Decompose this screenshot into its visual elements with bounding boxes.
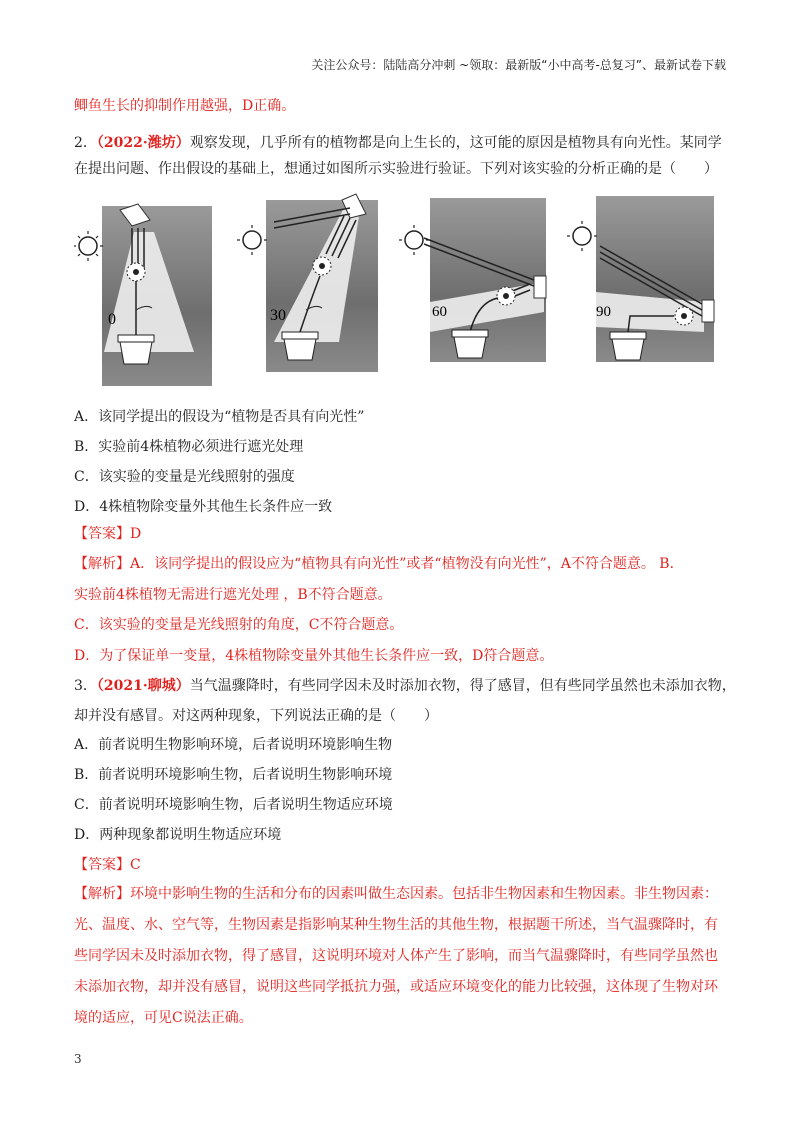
q2-stem-line-1: 2．（2022·潍坊）观察发现，几乎所有的植物都是向上生长的，这可能的原因是植物具有向光性。某同学 xyxy=(74,135,722,151)
q3-stem-line-2: 却并没有感冒。对这两种现象，下列说法正确的是（ ） xyxy=(74,708,438,724)
angle-label-90: 90 xyxy=(596,304,611,320)
q2-number: 2． xyxy=(74,135,97,151)
q2-option-a: A．该同学提出的假设为“植物是否具有向光性” xyxy=(74,409,365,425)
q2-analysis-line-2: 实验前4株植物无需进行遮光处理 ，B不符合题意。 xyxy=(74,587,392,603)
page-header: 关注公众号：陆陆高分冲刺 ~领取：最新版“小中高考-总复习”、最新试卷下载 xyxy=(311,58,726,72)
q3-answer xyxy=(74,855,141,875)
sun-icon xyxy=(567,221,597,251)
q3-answer-value: C xyxy=(130,857,141,873)
q2-analysis-label: 【解析】 xyxy=(74,556,130,572)
angle-label-30: 30 xyxy=(270,307,286,324)
q3-option-a: A．前者说明生物影响环境，后者说明环境影响生物 xyxy=(74,737,393,753)
q3-analysis-line-5: 境的适应，可见C说法正确。 xyxy=(74,1010,253,1026)
q3-stem-text-1: 当气温骤降时，有些同学因未及时添加衣物，得了感冒，但有些同学虽然也未添加衣物， xyxy=(189,678,736,694)
angle-label-60: 60 xyxy=(432,304,447,320)
q3-answer-label: 【答案】 xyxy=(74,857,130,873)
phototropism-figure xyxy=(74,192,724,392)
panel-0-degree xyxy=(74,204,212,386)
panel-60-degree xyxy=(399,198,546,362)
q2-option-d: D．4株植物除变量外其他生长条件应一致 xyxy=(74,499,333,515)
panel-90-degree xyxy=(567,196,714,362)
q3-option-c: C．前者说明环境影响生物，后者说明生物适应环境 xyxy=(74,797,393,813)
q3-analysis-label: 【解析】 xyxy=(74,886,130,902)
q2-analysis-line-1: 【解析】A．该同学提出的假设应为“植物具有向光性”或者“植物没有向光性”，A不符合题意。 B． xyxy=(74,556,684,572)
q2-answer-label: 【答案】 xyxy=(74,526,130,542)
q2-stem-line-2: 在提出问题、作出假设的基础上，想通过如图所示实验进行验证。下列对该实验的分析正确的是（ ） xyxy=(74,161,718,177)
q2-answer-value: D xyxy=(130,526,142,542)
pot-icon xyxy=(118,335,154,364)
q3-option-b: B．前者说明环境影响生物，后者说明生物影响环境 xyxy=(74,767,393,783)
q3-source: 2021·聊城 xyxy=(103,678,176,694)
q2-answer xyxy=(74,524,141,544)
q2-source: 2022·潍坊 xyxy=(103,135,176,151)
q2-option-b: B．实验前4株植物必须进行遮光处理 xyxy=(74,439,304,455)
q3-analysis-line-4: 未添加衣物，却并没有感冒，说明这些同学抵抗力强，或适应环境变化的能力比较强，这体现了生物对环 xyxy=(74,979,718,995)
q2-analysis-line-3: C．该实验的变量是光线照射的角度，C不符合题意。 xyxy=(74,617,404,633)
pot-icon xyxy=(610,332,646,360)
q2-analysis-line-4: D．为了保证单一变量，4株植物除变量外其他生长条件应一致，D符合题意。 xyxy=(74,648,554,664)
q3-analysis-line-1: 【解析】环境中影响生物的生活和分布的因素叫做生态因素。包括非生物因素和生物因素。非生物因素： xyxy=(74,886,718,902)
q3-option-d: D．两种现象都说明生物适应环境 xyxy=(74,827,282,843)
q3-number: 3． xyxy=(74,678,97,694)
prev-answer-tail: 鲫鱼生长的抑制作用越强，D正确。 xyxy=(74,98,296,114)
sun-icon xyxy=(237,225,267,255)
pot-icon xyxy=(452,330,488,358)
sun-icon xyxy=(74,231,103,261)
sun-icon xyxy=(399,225,429,255)
q2-option-c: C．该实验的变量是光线照射的强度 xyxy=(74,469,295,485)
q3-stem-line-1: 3．（2021·聊城）当气温骤降时，有些同学因未及时添加衣物，得了感冒，但有些同学虽然也未添加衣物， xyxy=(74,678,736,694)
q3-analysis-line-3: 些同学因未及时添加衣物，得了感冒，这说明环境对人体产生了影响，而当气温骤降时，有些同学虽然也 xyxy=(74,948,718,964)
pot-icon xyxy=(282,332,318,360)
q2-stem-text-1: 观察发现，几乎所有的植物都是向上生长的，这可能的原因是植物具有向光性。某同学 xyxy=(189,135,722,151)
q3-analysis-line-2: 光、温度、水、空气等，生物因素是指影响某种生物生活的其他生物，根据题干所述，当气温骤降时，有 xyxy=(74,917,718,933)
panel-30-degree xyxy=(237,194,378,372)
angle-label-0: 0 xyxy=(108,311,116,328)
page-number: 3 xyxy=(74,1052,82,1066)
